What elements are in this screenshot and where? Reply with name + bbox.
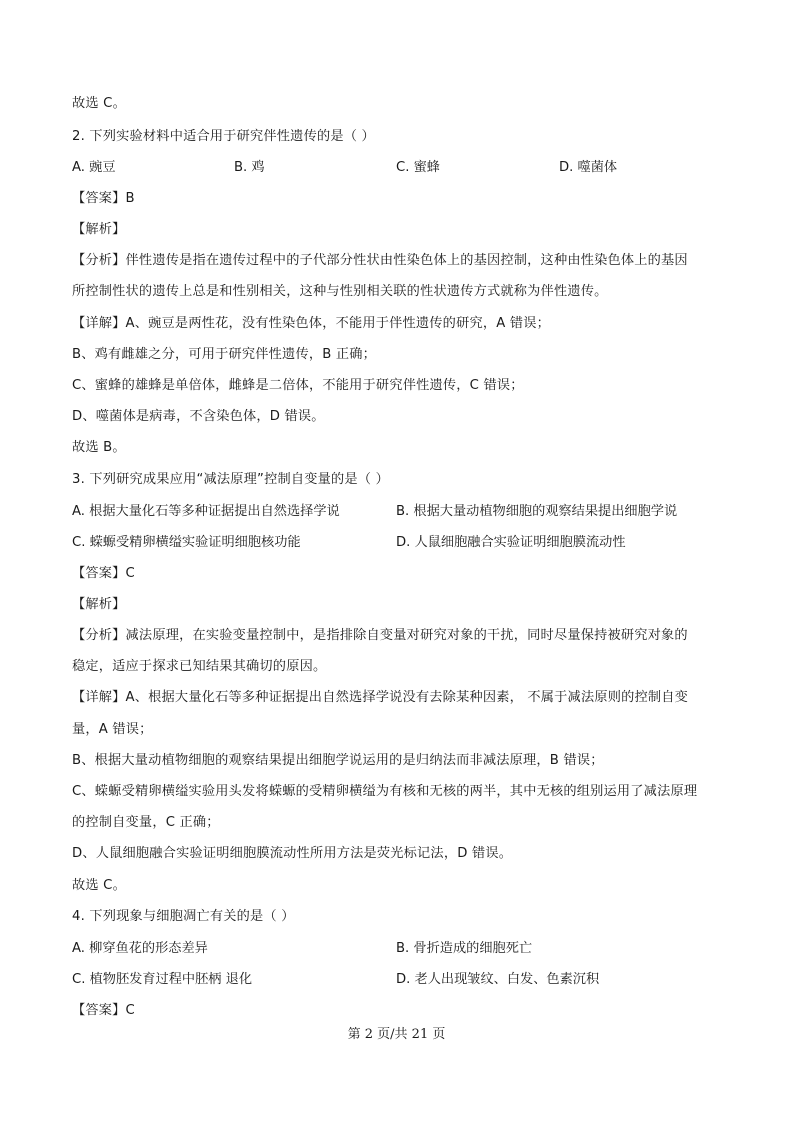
q3-detail-line-1: 【详解】A、根据大量化石等多种证据提出自然选择学说没有去除某种因素， 不属于减法原则的控制自变 [72,690,689,705]
q4-option-c: C. 植物胚发育过程中胚柄 退化 [72,972,253,987]
q2-option-d: D. 噬菌体 [559,160,618,175]
q2-option-c: C. 蜜蜂 [396,160,440,175]
question-2-stem: 2. 下列实验材料中适合用于研究伴性遗传的是（ ） [72,129,375,144]
q2-conclusion: 故选 B。 [72,440,126,455]
q3-conclusion: 故选 C。 [72,878,126,893]
q3-detail-line-5: 的控制自变量，C 正确； [72,815,220,830]
q3-detail-line-4: C、蝾螈受精卵横缢实验用头发将蝾螈的受精卵横缢为有核和无核的两半，其中无核的组别运用了减法原理 [72,784,698,799]
q4-answer: 【答案】C [72,1003,135,1018]
q2-option-a: A. 豌豆 [72,160,116,175]
question-3-stem: 3. 下列研究成果应用“减法原理”控制自变量的是（ ） [72,472,389,487]
q2-detail-line-1: 【详解】A、豌豆是两性花，没有性染色体，不能用于伴性遗传的研究，A 错误； [72,316,551,331]
q2-analysis-line-2: 所控制性状的遗传上总是和性别相关，这种与性别相关联的性状遗传方式就称为伴性遗传。 [72,284,608,299]
q2-option-b: B. 鸡 [234,160,265,175]
q3-option-c: C. 蝾螈受精卵横缢实验证明细胞核功能 [72,535,301,550]
q3-option-d: D. 人鼠细胞融合实验证明细胞膜流动性 [396,535,626,550]
q3-detail-line-6: D、人鼠细胞融合实验证明细胞膜流动性所用方法是荧光标记法，D 错误。 [72,846,513,861]
q3-option-b: B. 根据大量动植物细胞的观察结果提出细胞学说 [396,504,678,519]
question-4-stem: 4. 下列现象与细胞凋亡有关的是（ ） [72,909,295,924]
q3-detail-line-2: 量，A 错误； [72,722,153,737]
q2-detail-line-2: B、鸡有雌雄之分，可用于研究伴性遗传，B 正确； [72,347,377,362]
q4-option-a: A. 柳穿鱼花的形态差异 [72,941,208,956]
q2-analysis-line-1: 【分析】伴性遗传是指在遗传过程中的子代部分性状由性染色体上的基因控制，这种由性染色体上的基因 [72,253,688,268]
q2-detail-line-4: D、噬菌体是病毒，不含染色体，D 错误。 [72,409,325,424]
q4-option-d: D. 老人出现皱纹、白发、色素沉积 [396,972,600,987]
q2-answer: 【答案】B [72,191,135,206]
page-footer: 第 2 页/共 21 页 [347,1027,446,1042]
q3-detail-line-3: B、根据大量动植物细胞的观察结果提出细胞学说运用的是归纳法而非减法原理，B 错误； [72,753,604,768]
q2-analysis-title: 【解析】 [72,222,126,237]
q3-analysis-line-1: 【分析】减法原理，在实验变量控制中，是指排除自变量对研究对象的干扰，同时尽量保持被研究对象的 [72,628,688,643]
q3-analysis-line-2: 稳定，适应于探求已知结果其确切的原因。 [72,659,327,674]
q3-answer: 【答案】C [72,566,135,581]
q3-analysis-title: 【解析】 [72,597,126,612]
q2-detail-line-3: C、蜜蜂的雄蜂是单倍体，雌蜂是二倍体，不能用于研究伴性遗传，C 错误； [72,378,524,393]
q3-option-a: A. 根据大量化石等多种证据提出自然选择学说 [72,504,340,519]
q4-option-b: B. 骨折造成的细胞死亡 [396,941,533,956]
previous-conclusion: 故选 C。 [72,96,126,111]
